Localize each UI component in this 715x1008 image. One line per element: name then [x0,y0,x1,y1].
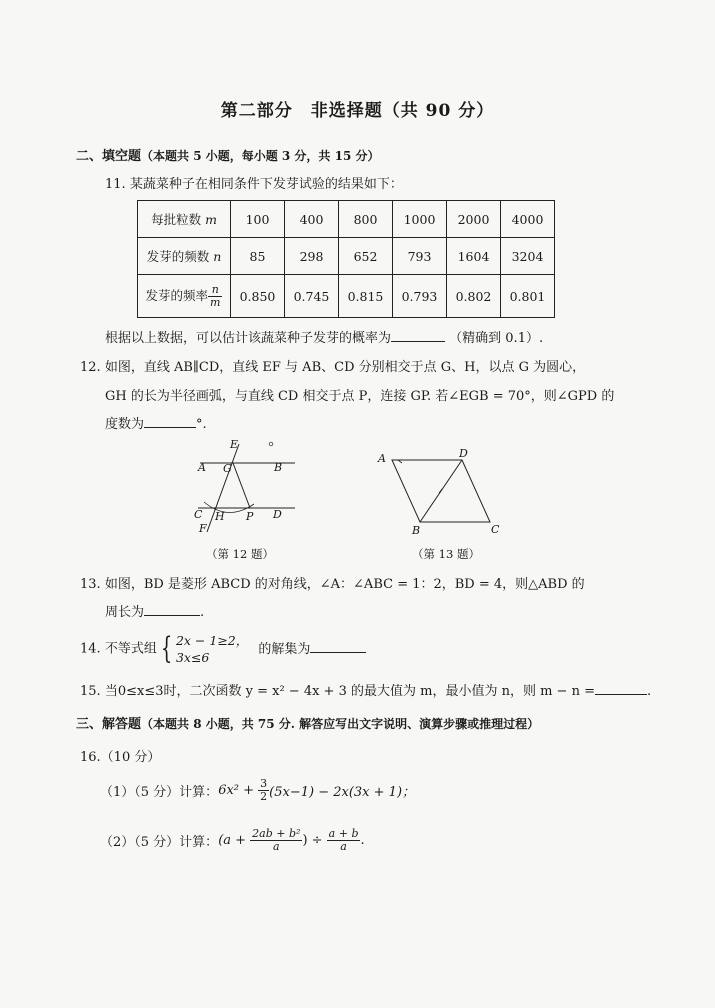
q14-number: 14. [80,641,101,657]
q16-part1 [100,778,415,803]
q16-part2-end: . [360,833,365,848]
q13-line2 [105,601,204,620]
fraction-num: n [208,284,222,297]
label-g: G [223,462,232,475]
fraction-den: m [210,295,221,309]
fraction [208,284,222,309]
brace-icon: { [160,631,173,666]
answer-blank [310,640,366,653]
cell: 3204 [501,238,555,275]
cell: 1604 [447,238,501,275]
label-h: H [215,510,225,523]
row-header [138,275,231,318]
cell: 793 [393,238,447,275]
q15-line [80,680,651,699]
fraction-num: 2ab + b² [252,827,301,840]
q14-prefix: 不等式组 [104,641,157,657]
q16-part2 [100,828,365,853]
caption-12: （第 12 题） [206,547,274,561]
q11-conclusion-text: 根据以上数据，可以估计该蔬菜种子发芽的概率为 [105,331,392,346]
q13-number: 13. [80,577,101,592]
q11-text: 某蔬菜种子在相同条件下发芽试验的结果如下： [129,177,403,192]
q12-line1 [80,356,585,375]
cell: 0.850 [231,275,285,318]
row-var: n [213,249,222,264]
fraction-den: 2 [260,790,268,803]
germination-table [137,200,555,318]
figure-12 [190,436,300,538]
q16-head: 16.（10 分） [80,750,161,765]
page-title: 第二部分 非选择题（共 90 分） [220,101,495,121]
label-p: P [246,510,254,523]
cell: 100 [231,201,285,238]
mark-dot [269,442,273,446]
q15-text: 当0≤x≤3时，二次函数 y = x² − 4x + 3 的最大值为 m，最小值为 n，则 m − n = [104,684,595,699]
figure-13 [372,446,507,541]
label-b: B [412,524,421,537]
cell: 0.802 [447,275,501,318]
fraction [327,828,361,853]
cell: 0.801 [501,275,555,318]
cell: 2000 [447,201,501,238]
caption-13: （第 13 题） [412,547,480,561]
cell: 0.815 [339,275,393,318]
q14-line [80,632,366,666]
q11-conclusion [105,327,543,346]
fraction-den: a [273,840,280,853]
cell: 800 [339,201,393,238]
section-2-note: （本题共 5 小题，每小题 3 分，共 15 分） [141,149,380,163]
row-header [138,238,231,275]
q13-text-1: 如图，BD 是菱形 ABCD 的对角线，∠A：∠ABC = 1：2，BD = 4，则△ABD 的 [104,577,585,592]
section-2-heading [76,145,379,164]
section-2-title: 二、填空题 [76,149,142,164]
q12-line3 [105,413,207,432]
label-d: D [273,508,282,521]
q16-part2-expr-a: (a + [218,833,251,848]
fraction-num: 3 [260,777,268,790]
cell: 298 [285,238,339,275]
fraction [250,828,302,853]
label-f: F [199,522,207,535]
q12-number: 12. [80,360,101,375]
q13-text-2: 周长为 [105,605,145,620]
q11-number: 11. [105,177,126,192]
q11-conclusion-note: （精确到 0.1）. [449,331,544,346]
fraction-num: a + b [328,827,359,840]
inequality-system [176,632,248,666]
q12-degree: °. [196,417,207,432]
q12-text-1: 如图，直线 AB∥CD，直线 EF 与 AB、CD 分别相交于点 G、H，以点 G 为圆心， [104,360,586,375]
segment-gp [233,463,250,508]
row-header [138,201,231,238]
cell: 400 [285,201,339,238]
cell: 0.745 [285,275,339,318]
q15-number: 15. [80,684,101,699]
q16-part1-expr-b: (5x−1) − 2x(3x + 1)； [269,785,416,800]
q13-end: . [200,605,205,620]
section-3-note: （本题共 8 小题，共 75 分. 解答应写出文字说明、演算步骤或推理过程） [141,717,540,731]
answer-blank [144,603,200,616]
q16-part1-label: （1）（5 分）计算： [100,785,219,800]
row-label: 发芽的频数 [146,249,214,264]
q11-stem [105,173,403,192]
q16-part2-divide: ) ÷ [302,833,327,848]
label-b: B [274,461,283,474]
row-var: m [205,212,217,227]
row-label: 发芽的频率 [145,287,209,303]
table-row [138,238,555,275]
q15-end: . [646,684,652,699]
label-c: C [194,508,203,521]
section-3-heading [76,713,539,732]
cell: 0.793 [393,275,447,318]
label-c: C [491,523,500,536]
cell: 1000 [393,201,447,238]
q12-text-3: 度数为 [105,417,145,432]
answer-blank [391,329,445,342]
label-a: A [198,461,206,474]
answer-blank [144,415,196,428]
table-row [138,201,555,238]
inequality-1: 2x − 1≥2， [175,633,249,648]
section-3-title: 三、解答题 [76,717,142,732]
row-label: 每批粒数 [151,212,206,227]
fraction-den: a [340,840,347,853]
q14-suffix: 的解集为 [258,641,311,657]
inequality-2: 3x≤6 [175,650,210,665]
q16-part1-expr-a: 6x² + [218,783,259,798]
cell: 652 [339,238,393,275]
answer-blank [595,682,647,695]
fraction [258,778,269,803]
table-row [138,275,555,318]
label-e: E [230,438,239,451]
cell: 85 [231,238,285,275]
q12-line2: GH 的长为半径画弧，与直线 CD 相交于点 P，连接 GP. 若∠EGB = 70°，则∠GPD 的 [105,389,615,404]
label-d: D [459,447,468,460]
cell: 4000 [501,201,555,238]
q16-part2-label: （2）（5 分）计算： [100,835,219,850]
q13-line1 [80,573,585,592]
label-a: A [378,452,386,465]
